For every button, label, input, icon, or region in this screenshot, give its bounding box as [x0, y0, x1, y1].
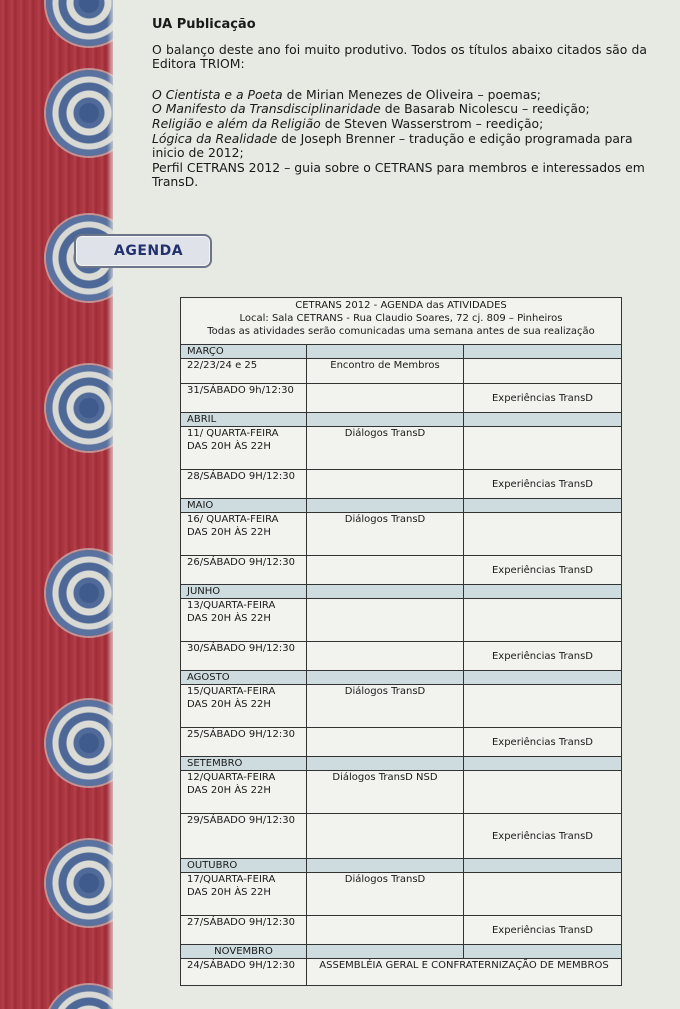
time-line: DAS 20H ÀS 22H — [187, 527, 271, 538]
header-title: CETRANS 2012 - AGENDA das ATIVIDADES — [295, 300, 507, 311]
month-cell-empty — [464, 757, 622, 771]
event-cell — [307, 916, 464, 945]
month-name: OUTUBRO — [181, 859, 307, 873]
month-cell-empty — [464, 945, 622, 959]
table-row — [181, 470, 622, 499]
month-cell-empty — [464, 499, 622, 513]
other-cell: Experiências TransD — [464, 916, 622, 945]
table-row — [181, 959, 622, 986]
section-title: UA Publicação — [152, 17, 256, 32]
month-cell-empty — [307, 671, 464, 685]
other-cell — [464, 513, 622, 556]
month-row — [181, 671, 622, 685]
event-cell: Diálogos TransD — [307, 873, 464, 916]
book-title: O Cientista e a Poeta — [152, 86, 283, 102]
month-cell-empty — [464, 345, 622, 359]
book-item — [152, 102, 647, 117]
date-line: 26/SÁBADO 9H/12:30 — [187, 557, 295, 568]
book-title: Lógica da Realidade — [152, 130, 278, 146]
book-detail: de Steven Wasserstrom – reedição; — [320, 115, 544, 131]
month-row — [181, 859, 622, 873]
month-cell-empty — [464, 585, 622, 599]
other-cell: Experiências TransD — [464, 642, 622, 671]
date-line: 29/SÁBADO 9H/12:30 — [187, 815, 295, 826]
event-cell — [307, 814, 464, 859]
month-cell-empty — [464, 413, 622, 427]
date-cell — [181, 359, 307, 384]
date-line: 17/QUARTA-FEIRA — [187, 874, 276, 885]
month-cell-empty — [307, 945, 464, 959]
time-line: DAS 20H ÀS 22H — [187, 887, 271, 898]
month-name: JUNHO — [181, 585, 307, 599]
table-row — [181, 556, 622, 585]
date-line: 31/SÁBADO 9h/12:30 — [187, 385, 294, 396]
book-title: O Manifesto da Transdisciplinaridade — [152, 101, 381, 117]
book-item — [152, 117, 647, 132]
date-line: 13/QUARTA-FEIRA — [187, 600, 276, 611]
date-line: 15/QUARTA-FEIRA — [187, 686, 276, 697]
event-cell: Diálogos TransD — [307, 685, 464, 728]
event-cell — [307, 556, 464, 585]
table-row — [181, 359, 622, 384]
table-row — [181, 771, 622, 814]
date-line: 30/SÁBADO 9H/12:30 — [187, 643, 295, 654]
table-row — [181, 685, 622, 728]
other-cell — [464, 771, 622, 814]
intro-paragraph: O balanço deste ano foi muito produtivo. Todos os títulos abaixo citados são da Editora TRIOM: — [152, 41, 647, 72]
date-line: 25/SÁBADO 9H/12:30 — [187, 729, 295, 740]
date-cell — [181, 873, 307, 916]
month-cell-empty — [307, 499, 464, 513]
month-cell-empty — [464, 671, 622, 685]
date-cell — [181, 427, 307, 470]
other-cell: Experiências TransD — [464, 556, 622, 585]
other-cell: Experiências TransD — [464, 728, 622, 757]
table-row — [181, 873, 622, 916]
table-row — [181, 513, 622, 556]
month-cell-empty — [464, 859, 622, 873]
book-list — [152, 88, 647, 190]
agenda-tab-label: AGENDA — [114, 243, 184, 259]
other-cell — [464, 685, 622, 728]
month-row — [181, 499, 622, 513]
table-row — [181, 728, 622, 757]
other-cell — [464, 359, 622, 384]
header-note: Todas as atividades serão comunicadas uma semana antes de sua realização — [207, 326, 595, 337]
date-cell — [181, 384, 307, 413]
book-item — [152, 88, 647, 103]
book-detail: de Joseph Brenner – tradução e edição programada para inicio de 2012; — [152, 130, 633, 161]
agenda-table — [180, 297, 622, 986]
book-item — [152, 132, 647, 161]
month-row — [181, 585, 622, 599]
date-line: 16/ QUARTA-FEIRA — [187, 514, 279, 525]
other-cell — [464, 873, 622, 916]
date-cell — [181, 599, 307, 642]
event-cell — [307, 470, 464, 499]
time-line: DAS 20H ÀS 22H — [187, 613, 271, 624]
medallion-ornament — [46, 700, 113, 786]
month-cell-empty — [307, 585, 464, 599]
date-line: 28/SÁBADO 9H/12:30 — [187, 471, 295, 482]
medallion-ornament — [46, 840, 113, 926]
other-cell: Experiências TransD — [464, 384, 622, 413]
table-row — [181, 814, 622, 859]
table-row — [181, 427, 622, 470]
table-header — [181, 298, 622, 345]
other-cell — [464, 427, 622, 470]
medallion-ornament — [46, 70, 113, 156]
table-row — [181, 599, 622, 642]
date-cell — [181, 771, 307, 814]
other-cell: Experiências TransD — [464, 814, 622, 859]
event-cell — [307, 642, 464, 671]
agenda-tab[interactable] — [74, 234, 212, 268]
book-title: Religião e além da Religião — [152, 115, 321, 131]
month-name: AGOSTO — [181, 671, 307, 685]
event-cell — [307, 728, 464, 757]
table-row — [181, 916, 622, 945]
month-name: SETEMBRO — [181, 757, 307, 771]
event-cell — [307, 599, 464, 642]
date-cell — [181, 556, 307, 585]
table-header-row — [181, 298, 622, 345]
month-row — [181, 345, 622, 359]
book-detail: de Basarab Nicolescu – reedição; — [380, 101, 590, 117]
month-row-november — [181, 945, 622, 959]
date-cell — [181, 814, 307, 859]
date-cell — [181, 642, 307, 671]
medallion-ornament — [46, 550, 113, 636]
medallion-ornament — [46, 985, 113, 1009]
other-cell: Experiências TransD — [464, 470, 622, 499]
header-location: Local: Sala CETRANS - Rua Claudio Soares, 72 cj. 809 – Pinheiros — [239, 313, 563, 324]
month-name: MARÇO — [181, 345, 307, 359]
month-name: ABRIL — [181, 413, 307, 427]
month-name: MAIO — [181, 499, 307, 513]
book-detail: de Mirian Menezes de Oliveira – poemas; — [282, 86, 541, 102]
time-line: DAS 20H ÀS 22H — [187, 699, 271, 710]
event-cell: Diálogos TransD — [307, 513, 464, 556]
month-row — [181, 757, 622, 771]
date-cell — [181, 513, 307, 556]
medallion-ornament — [46, 365, 113, 451]
month-cell-empty — [307, 413, 464, 427]
medallion-ornament — [46, 0, 113, 46]
month-name: NOVEMBRO — [181, 945, 307, 959]
perfil-item: Perfil CETRANS 2012 – guia sobre o CETRANS para membros e interessados em TransD. — [152, 159, 645, 190]
month-cell-empty — [307, 345, 464, 359]
event-cell: Encontro de Membros — [307, 359, 464, 384]
table-row — [181, 384, 622, 413]
table-row — [181, 642, 622, 671]
event-cell: ASSEMBLÉIA GERAL E CONFRATERNIZAÇÃO DE MEMBROS — [307, 959, 622, 986]
decorative-fabric-strip — [0, 0, 113, 1009]
date-cell — [181, 916, 307, 945]
event-cell: Diálogos TransD — [307, 427, 464, 470]
time-line: DAS 20H ÀS 22H — [187, 441, 271, 452]
event-cell — [307, 384, 464, 413]
date-line: 11/ QUARTA-FEIRA — [187, 428, 279, 439]
other-cell — [464, 599, 622, 642]
event-cell: Diálogos TransD NSD — [307, 771, 464, 814]
date-cell — [181, 470, 307, 499]
date-cell — [181, 728, 307, 757]
month-cell-empty — [307, 757, 464, 771]
date-cell: 24/SÁBADO 9H/12:30 — [181, 959, 307, 986]
month-cell-empty — [307, 859, 464, 873]
date-cell — [181, 685, 307, 728]
time-line: DAS 20H ÀS 22H — [187, 785, 271, 796]
date-line: 22/23/24 e 25 — [187, 360, 258, 371]
date-line: 27/SÁBADO 9H/12:30 — [187, 917, 295, 928]
month-row — [181, 413, 622, 427]
date-line: 12/QUARTA-FEIRA — [187, 772, 276, 783]
publication-section — [152, 18, 647, 190]
months-body — [181, 345, 622, 945]
